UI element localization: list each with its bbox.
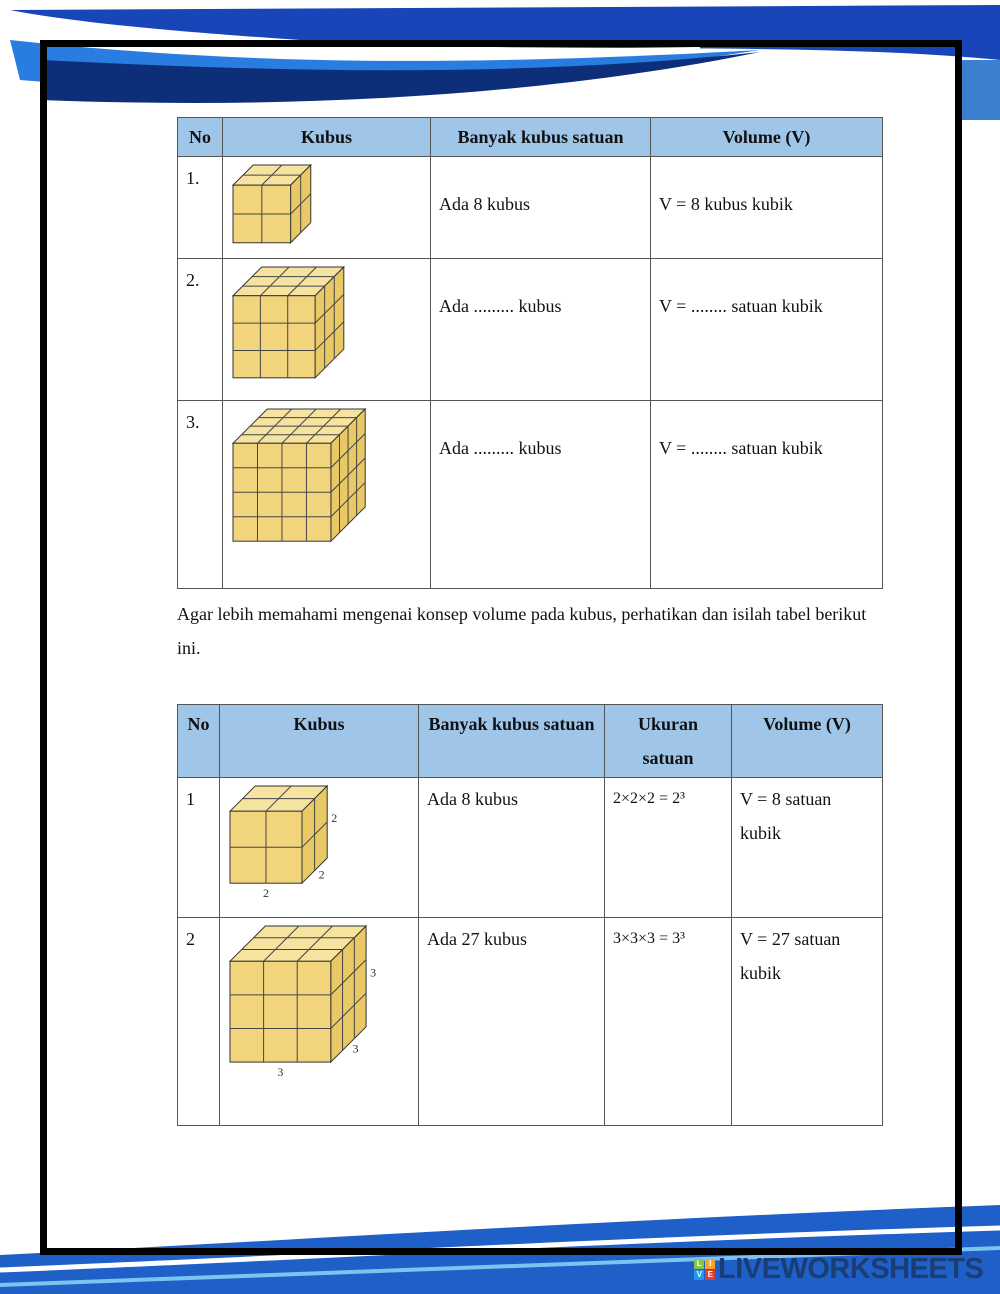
instruction-paragraph: Agar lebih memahami mengenai konsep volume pada kubus, perhatikan dan isilah tabel berikut ini. (177, 604, 867, 658)
header-volume: Volume (V) (651, 118, 883, 157)
volume-value: V = 27 satuan kubik (732, 918, 883, 1126)
cube-image (220, 778, 410, 906)
row-number: 2 (178, 918, 220, 1126)
cube-count-input[interactable]: Ada ......... kubus (431, 401, 651, 589)
cube-count-input[interactable]: Ada ......... kubus (431, 259, 651, 401)
header-banyak-kubus: Banyak kubus satuan (419, 705, 605, 778)
table-header-row (178, 118, 883, 157)
header-volume: Volume (V) (732, 705, 883, 778)
cube-volume-table-1 (177, 117, 883, 589)
dimension-label-depth: 3 (352, 1041, 359, 1056)
cube-volume-table-2 (177, 704, 883, 1126)
header-no: No (178, 118, 223, 157)
row-number: 1. (178, 157, 223, 259)
liveworksheets-logo (694, 1253, 983, 1286)
header-kubus: Kubus (220, 705, 419, 778)
volume-input[interactable]: V = ........ satuan kubik (651, 401, 883, 589)
cube-front-face (233, 296, 315, 378)
cube-count: Ada 8 kubus (419, 778, 605, 918)
header-banyak-kubus: Banyak kubus satuan (431, 118, 651, 157)
header-no: No (178, 705, 220, 778)
row-number: 3. (178, 401, 223, 589)
table-header-row (178, 705, 883, 778)
table-row (178, 259, 883, 401)
row-number: 1 (178, 778, 220, 918)
dimension-label-width: 2 (263, 886, 269, 901)
table-row (178, 157, 883, 259)
table-row (178, 918, 883, 1126)
dimension-label-width: 3 (277, 1065, 284, 1080)
cube-count: Ada 27 kubus (419, 918, 605, 1126)
cube-image (223, 259, 423, 389)
cube-image (220, 918, 410, 1114)
table-row (178, 401, 883, 589)
dimension-label-height: 2 (331, 811, 338, 825)
unit-size: 3×3×3 = 3³ (605, 918, 732, 1126)
unit-size: 2×2×2 = 2³ (605, 778, 732, 918)
volume-input[interactable]: V = ........ satuan kubik (651, 259, 883, 401)
cube-image (223, 401, 423, 551)
table-row (178, 778, 883, 918)
cube-image (223, 157, 423, 247)
cube-front-face (230, 961, 331, 1062)
cube-count: Ada 8 kubus (431, 157, 651, 259)
header-ukuran: Ukuran satuan (605, 705, 732, 778)
header-kubus: Kubus (223, 118, 431, 157)
volume-value: V = 8 kubus kubik (651, 157, 883, 259)
row-number: 2. (178, 259, 223, 401)
logo-text: LIVEWORKSHEETS (718, 1253, 984, 1285)
volume-value: V = 8 satuan kubik (732, 778, 883, 918)
dimension-label-depth: 2 (318, 867, 325, 882)
live-logo-icon: L I V E (694, 1259, 715, 1280)
dimension-label-height: 3 (370, 965, 377, 980)
